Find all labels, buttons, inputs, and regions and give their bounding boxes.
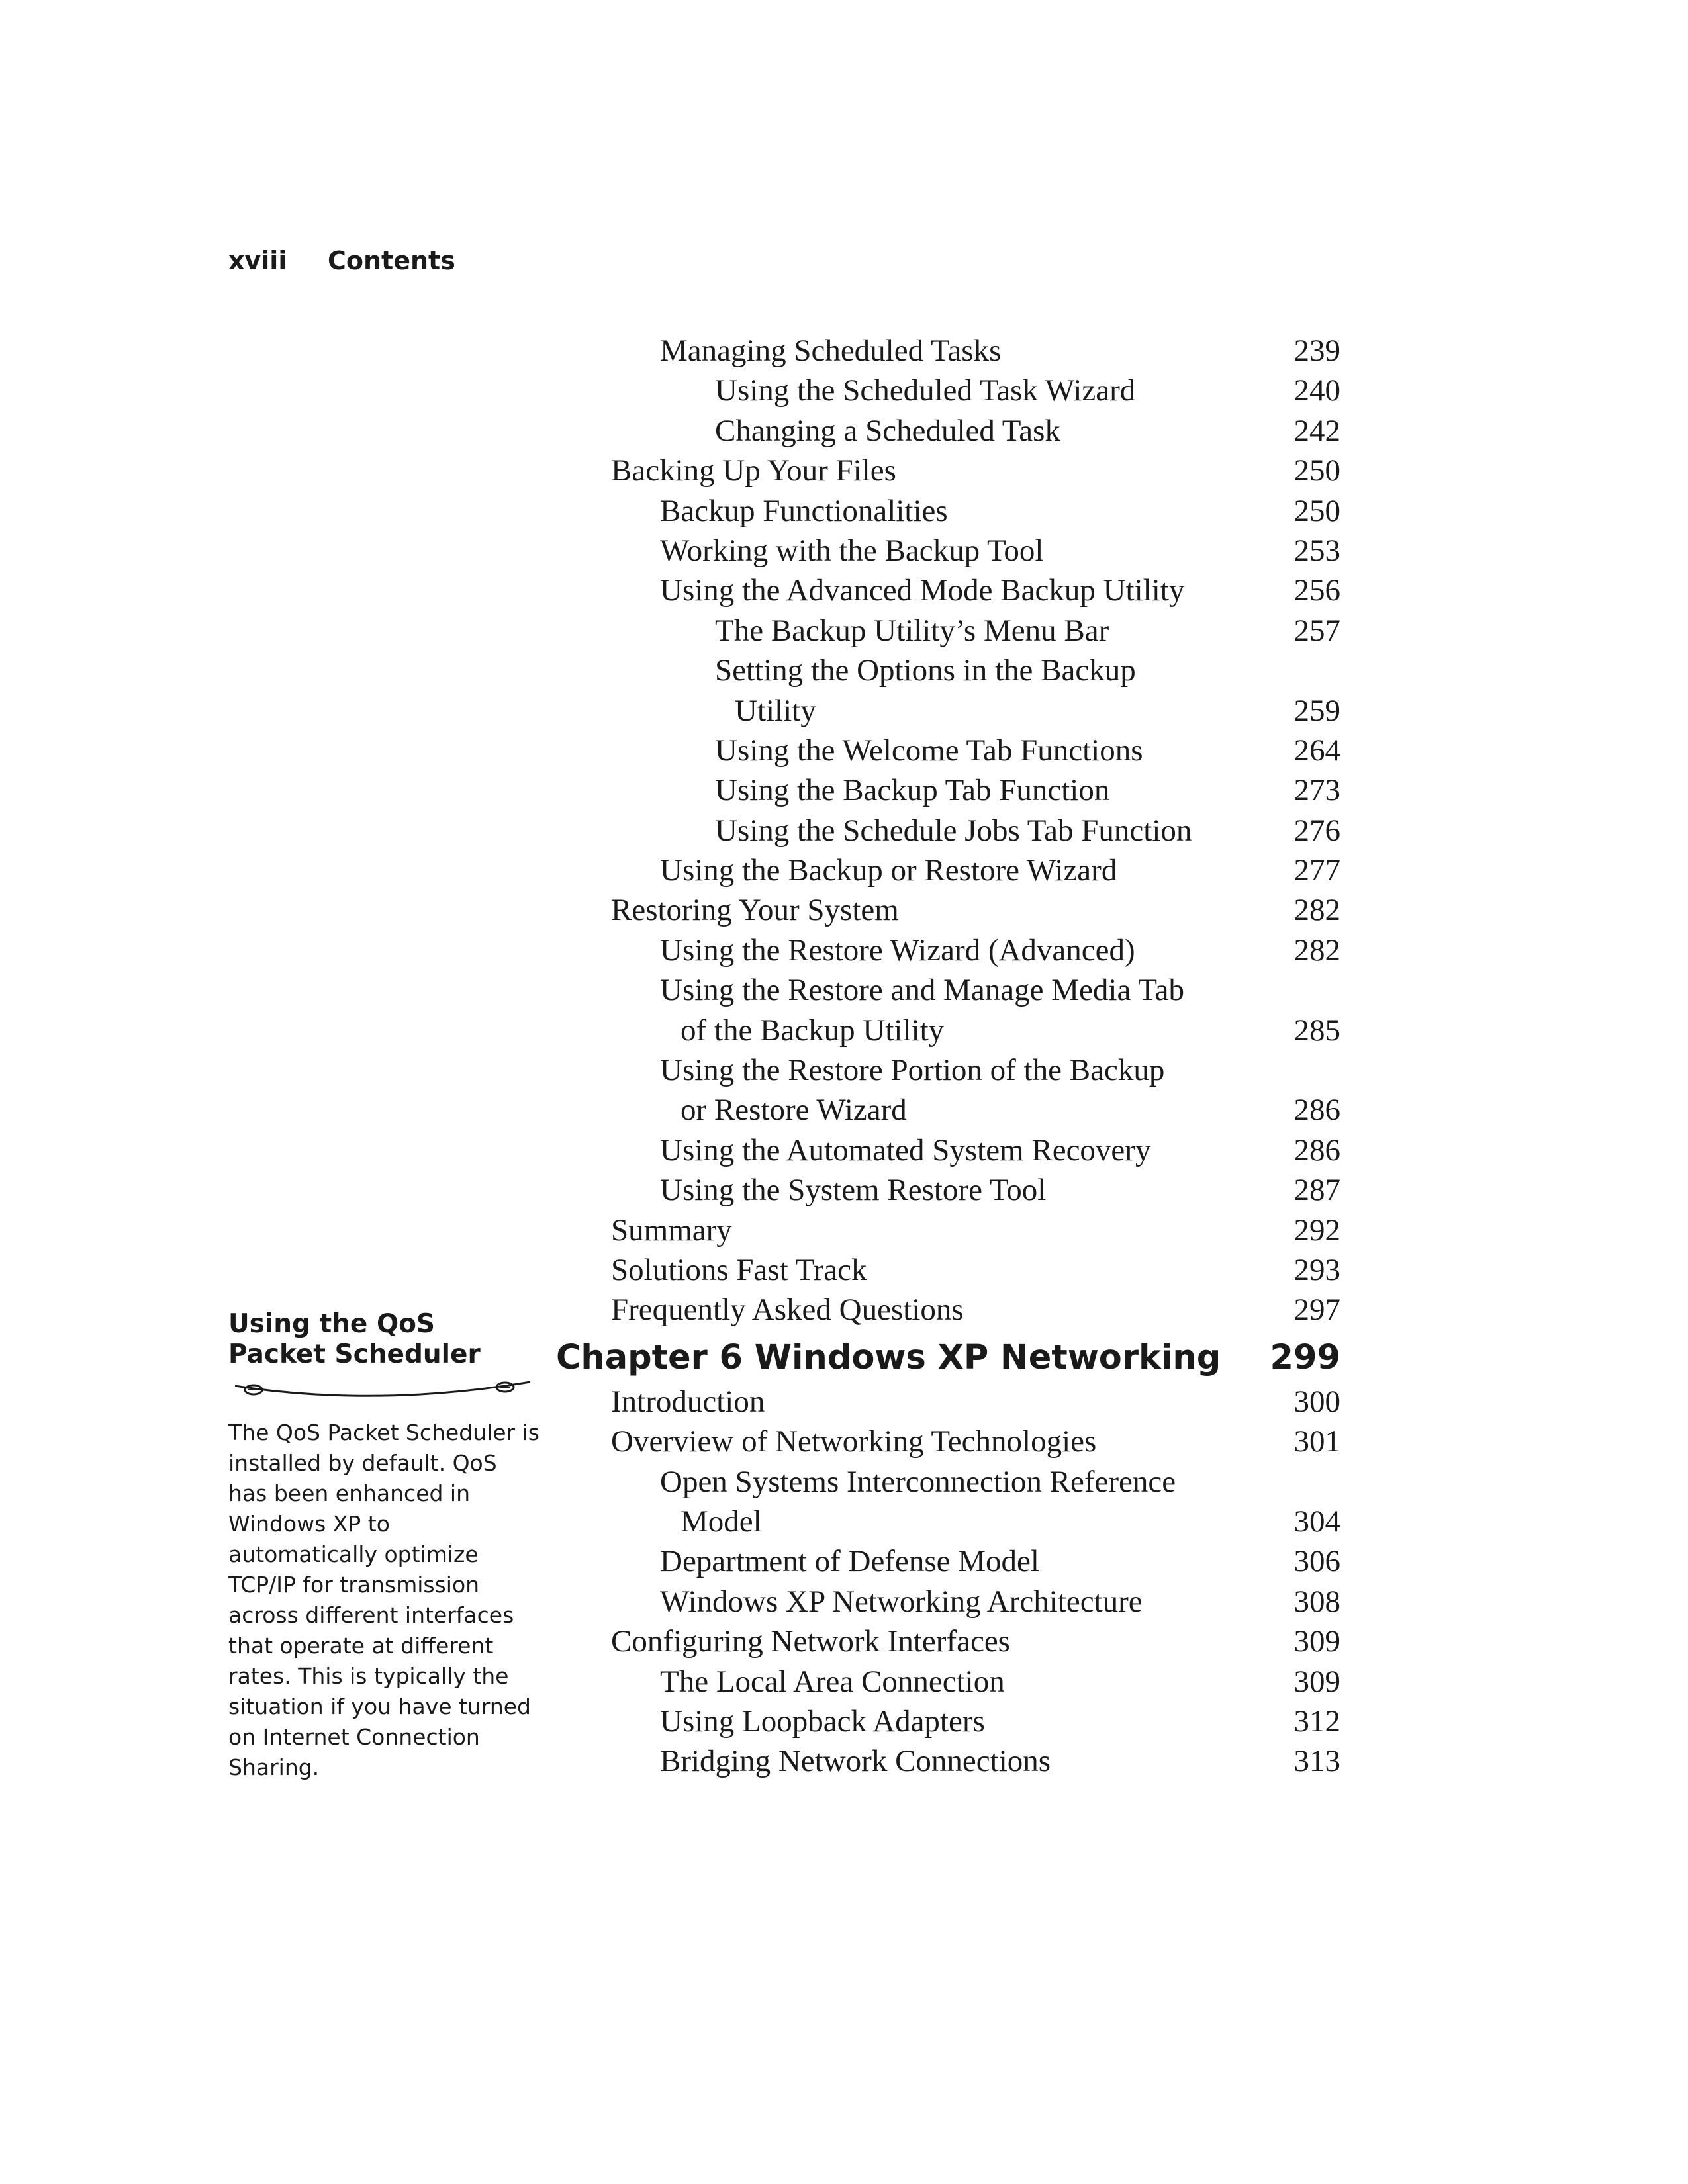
toc-entry-page: 239: [1293, 334, 1340, 368]
toc-entry: [0, 331, 1688, 371]
toc-entry-page: 293: [1293, 1252, 1340, 1287]
toc-entry: [0, 1090, 1688, 1130]
toc-entry-title: Introduction: [611, 1384, 765, 1419]
toc-entry-title: Using the Schedule Jobs Tab Function: [715, 813, 1192, 848]
toc-entry-title: Bridging Network Connections: [660, 1744, 1051, 1779]
toc-entry-page: 240: [1293, 373, 1340, 408]
toc-entry: [0, 890, 1688, 930]
toc-entry: [0, 1210, 1688, 1250]
toc-entry-page: 259: [1293, 693, 1340, 728]
toc-entry-title: Setting the Options in the Backup: [715, 653, 1136, 688]
toc-entry-page: 285: [1293, 1013, 1340, 1048]
toc-entry: [0, 811, 1688, 850]
sidebar-note: [228, 1309, 539, 1783]
sidebar-title: Using the QoS Packet Scheduler: [228, 1309, 481, 1369]
toc-entry-title: Overview of Networking Technologies: [611, 1424, 1097, 1459]
toc-entry-page: 282: [1293, 893, 1340, 928]
toc-entry-title: Frequently Asked Questions: [611, 1293, 964, 1328]
toc-entry-page: 253: [1293, 533, 1340, 568]
toc-entry-page: 313: [1293, 1744, 1340, 1779]
toc-entry-page: 287: [1293, 1173, 1340, 1208]
toc-entry-title: Working with the Backup Tool: [660, 533, 1044, 568]
toc-entry-title: Using the Automated System Recovery: [660, 1132, 1151, 1167]
toc-entry-title: Using the Restore Portion of the Backup: [660, 1053, 1165, 1088]
toc-entry-title: or Restore Wizard: [680, 1093, 907, 1128]
toc-entry-title: Model: [680, 1504, 762, 1539]
toc-entry: [0, 850, 1688, 890]
toc-entry-page: 309: [1293, 1664, 1340, 1699]
toc-entry-page: 309: [1293, 1624, 1340, 1659]
toc-entry: [0, 451, 1688, 490]
toc-entry-title: Open Systems Interconnection Reference: [660, 1464, 1176, 1499]
swirl-rule-icon: [226, 1377, 537, 1403]
toc-entry: [0, 1170, 1688, 1210]
toc-entry-title: Chapter 6 Windows XP Networking: [556, 1338, 1221, 1377]
toc-entry: [0, 570, 1688, 610]
toc-entry-title: Solutions Fast Track: [611, 1252, 867, 1287]
toc-entry-page: 257: [1293, 613, 1340, 648]
toc-entry-title: Configuring Network Interfaces: [611, 1624, 1010, 1659]
toc-entry-title: Using the Backup or Restore Wizard: [660, 853, 1117, 888]
toc-entry-page: 250: [1293, 453, 1340, 488]
toc-entry-page: 273: [1293, 773, 1340, 808]
toc-entry-title: Using the Restore Wizard (Advanced): [660, 933, 1135, 968]
toc-entry-page: 299: [1270, 1338, 1340, 1377]
toc-entry-page: 277: [1293, 853, 1340, 888]
toc-entry: [0, 651, 1688, 690]
toc-entry-page: 292: [1293, 1212, 1340, 1248]
toc-entry: [0, 691, 1688, 731]
toc-entry-title: Using the Backup Tab Function: [715, 773, 1110, 808]
toc-entry-title: Using the Restore and Manage Media Tab: [660, 973, 1185, 1008]
toc-entry-title: Backup Functionalities: [660, 493, 948, 528]
toc-entry: [0, 931, 1688, 970]
sidebar-body: The QoS Packet Scheduler is installed by default. QoS has been enhanced in Windows XP to automatically optimize TCP/IP for transmission across different interfaces that operate at different rates. This is typically the situation if you have turned on Internet Connection Sharing.: [228, 1420, 539, 1780]
toc-entry-page: 286: [1293, 1093, 1340, 1128]
toc-entry-title: Using the Scheduled Task Wizard: [715, 373, 1136, 408]
toc-entry-title: Using the Advanced Mode Backup Utility: [660, 573, 1185, 608]
toc-entry: [0, 1130, 1688, 1170]
toc-entry-page: 256: [1293, 573, 1340, 608]
toc-entry-page: 264: [1293, 733, 1340, 768]
toc-entry-page: 306: [1293, 1544, 1340, 1579]
toc-entry-page: 300: [1293, 1384, 1340, 1419]
page-number: xviii: [228, 246, 287, 275]
toc-entry: [0, 371, 1688, 410]
toc-entry-page: 276: [1293, 813, 1340, 848]
toc-entry: [0, 1250, 1688, 1290]
toc-entry: [0, 770, 1688, 810]
toc-entry-title: Using the System Restore Tool: [660, 1173, 1047, 1208]
toc-entry: [0, 1050, 1688, 1090]
toc-entry-title: Using the Welcome Tab Functions: [715, 733, 1143, 768]
toc-entry-title: Summary: [611, 1212, 732, 1248]
toc-entry-title: of the Backup Utility: [680, 1013, 945, 1048]
running-header-title: Contents: [328, 246, 455, 275]
toc-entry-title: Utility: [735, 693, 816, 728]
toc-entry: [0, 491, 1688, 531]
toc-entry-page: 308: [1293, 1584, 1340, 1619]
toc-entry: [0, 970, 1688, 1010]
toc-entry-page: 286: [1293, 1132, 1340, 1167]
toc-entry-title: Managing Scheduled Tasks: [660, 334, 1002, 368]
toc-entry-title: The Local Area Connection: [660, 1664, 1005, 1699]
toc-entry-page: 301: [1293, 1424, 1340, 1459]
toc-entry-title: Changing a Scheduled Task: [715, 413, 1060, 448]
toc-entry-page: 282: [1293, 933, 1340, 968]
toc-entry: [0, 531, 1688, 570]
toc-entry-title: The Backup Utility’s Menu Bar: [715, 613, 1109, 648]
toc-entry: [0, 1011, 1688, 1050]
toc-entry-title: Department of Defense Model: [660, 1544, 1039, 1579]
toc-entry-page: 297: [1293, 1293, 1340, 1328]
toc-entry-title: Restoring Your System: [611, 893, 899, 928]
toc-entry-title: Windows XP Networking Architecture: [660, 1584, 1143, 1619]
toc-entry-page: 242: [1293, 413, 1340, 448]
toc-entry-page: 312: [1293, 1704, 1340, 1739]
toc-entry: [0, 731, 1688, 770]
toc-entry-page: 304: [1293, 1504, 1340, 1539]
toc-entry-page: 250: [1293, 493, 1340, 528]
toc-entry: [0, 411, 1688, 451]
toc-entry-title: Using Loopback Adapters: [660, 1704, 985, 1739]
running-header: [228, 246, 455, 275]
toc-entry-title: Backing Up Your Files: [611, 453, 896, 488]
toc-entry: [0, 611, 1688, 651]
